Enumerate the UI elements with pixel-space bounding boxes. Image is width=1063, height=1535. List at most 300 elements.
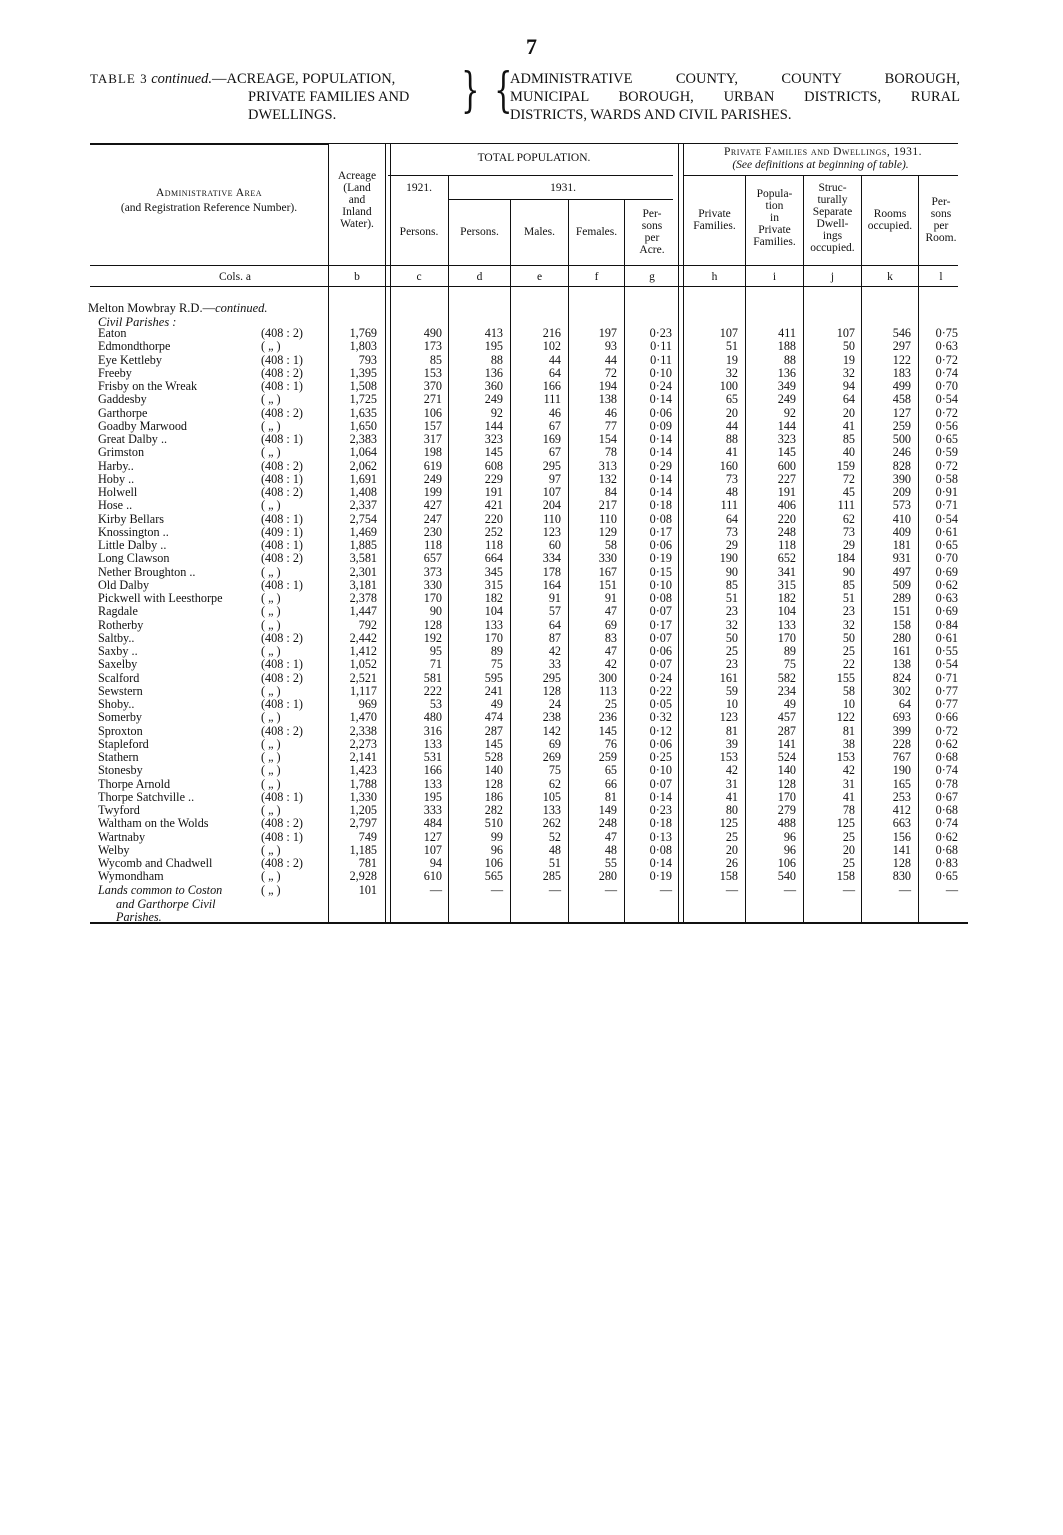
cell-k: 156 [892, 829, 911, 844]
reference-number: (409 : 1) [261, 524, 303, 539]
cell-j: 153 [836, 750, 855, 764]
cell-l: 0·72 [935, 352, 958, 367]
cell-l: 0·72 [935, 723, 958, 738]
cell-i: 75 [783, 657, 796, 672]
parish-name: Wartnaby [98, 829, 146, 844]
cell-h: 20 [725, 842, 738, 857]
cell-l: 0·65 [935, 432, 958, 446]
cell-l: 0·71 [935, 670, 958, 685]
cell-f: 66 [604, 776, 617, 791]
cell-j: 64 [842, 392, 855, 407]
cell-l: 0·72 [935, 458, 958, 473]
reference-number: (408 : 1) [261, 352, 303, 367]
cell-e: 238 [542, 710, 561, 725]
cell-g: 0·24 [649, 670, 672, 685]
cell-j: 90 [842, 564, 855, 579]
cell-h: 51 [725, 591, 738, 605]
table-row [0, 725, 1063, 738]
reference-number: ( „ ) [261, 498, 281, 513]
cell-d: 140 [484, 763, 503, 778]
cell-e: 262 [542, 816, 561, 831]
table-row [0, 672, 1063, 685]
cell-h: 190 [719, 551, 738, 566]
cell-c: 157 [423, 418, 442, 433]
cell-b: 2,797 [349, 816, 377, 831]
cell-d: 118 [485, 538, 503, 552]
cell-l: 0·67 [935, 789, 958, 804]
cell-k: 64 [898, 697, 911, 711]
table-row [0, 778, 1063, 791]
cell-i: 141 [777, 736, 796, 751]
cell-f: 93 [604, 339, 617, 354]
table-row [0, 884, 1063, 897]
cell-h: 80 [725, 803, 738, 817]
cell-e: 64 [548, 617, 561, 632]
cell-k: 412 [892, 803, 911, 817]
cell-b: 2,378 [349, 591, 377, 605]
cell-i: 488 [777, 816, 796, 831]
cell-g: 0·08 [649, 591, 672, 605]
cell-j: 20 [842, 405, 855, 420]
cell-j: 31 [842, 776, 855, 791]
cell-g: 0·23 [649, 803, 672, 817]
table-row [0, 645, 1063, 658]
cell-i: 170 [777, 630, 796, 645]
cell-e: 60 [548, 538, 561, 552]
cell-e: 48 [548, 842, 561, 857]
table-row [0, 751, 1063, 764]
cell-k: 409 [892, 524, 911, 539]
cell-i: 133 [777, 617, 796, 632]
cell-l: 0·61 [935, 630, 958, 645]
cell-d: 195 [484, 339, 503, 354]
cell-e: 33 [548, 657, 561, 672]
cell-l: 0·62 [935, 577, 958, 592]
cell-g: 0·14 [649, 471, 672, 486]
cell-c: 107 [423, 842, 442, 857]
parish-name: Stathern [98, 750, 139, 764]
parish-name: Hose .. [98, 498, 133, 513]
cell-j: 22 [842, 657, 855, 672]
cell-l: 0·54 [935, 657, 958, 672]
cell-c: 128 [423, 617, 442, 632]
cell-k: 500 [892, 432, 911, 446]
cell-l: — [945, 882, 958, 897]
cell-e: 107 [542, 485, 561, 499]
table-row [0, 473, 1063, 486]
cell-f: 194 [598, 379, 617, 393]
cell-d: 315 [484, 577, 503, 592]
table-row [0, 579, 1063, 592]
cell-d: 252 [484, 524, 503, 539]
parish-name: Goadby Marwood [98, 418, 188, 433]
table-row [0, 407, 1063, 420]
cell-c: 127 [423, 829, 442, 844]
cell-j: 41 [842, 789, 855, 804]
cell-h: 59 [725, 683, 738, 698]
header-area-sub: (and Registration Reference Number). [120, 202, 298, 214]
cell-d: 287 [484, 723, 503, 738]
cell-b: 2,337 [349, 498, 377, 513]
cell-c: 316 [423, 723, 442, 738]
cell-b: 1,423 [349, 763, 377, 778]
parish-name: Thorpe Satchville .. [98, 789, 195, 804]
page-number: 7 [526, 34, 537, 59]
cell-h: 111 [720, 498, 738, 513]
cell-k: 509 [892, 577, 911, 592]
table-row [0, 367, 1063, 380]
cell-g: 0·08 [649, 842, 672, 857]
cell-k: 127 [892, 405, 911, 420]
cell-c: — [429, 882, 442, 897]
cell-d: 282 [484, 803, 503, 817]
cell-e: 97 [548, 471, 561, 486]
header-rule-males [448, 199, 673, 200]
cell-i: 106 [777, 856, 796, 870]
cell-k: 399 [892, 723, 911, 738]
reference-number: ( „ ) [261, 617, 281, 632]
cell-f: 236 [598, 710, 617, 725]
cell-b: 781 [358, 856, 377, 870]
cell-d: 145 [484, 736, 503, 751]
reference-number: ( „ ) [261, 882, 281, 897]
cell-l: 0·83 [935, 856, 958, 870]
header-rule-1931 [388, 175, 673, 176]
cell-g: 0·22 [649, 683, 672, 698]
cell-f: 84 [604, 485, 617, 499]
cell-c: 490 [423, 326, 442, 340]
cell-e: 334 [542, 551, 561, 566]
reference-number: (408 : 2) [261, 458, 303, 473]
cell-k: 302 [892, 683, 911, 698]
cell-k: 931 [892, 551, 911, 566]
cell-b: 1,635 [349, 405, 377, 420]
cell-f: 55 [604, 856, 617, 870]
parish-name: Saxelby [98, 657, 138, 672]
cell-l: 0·74 [935, 763, 958, 778]
cell-h: 153 [719, 750, 738, 764]
cell-e: 52 [548, 829, 561, 844]
cell-h: 26 [725, 856, 738, 870]
cell-g: 0·15 [649, 564, 672, 579]
cell-k: 158 [892, 617, 911, 632]
reference-number: ( „ ) [261, 591, 281, 605]
cell-b: 3,181 [349, 577, 377, 592]
cell-i: 227 [777, 471, 796, 486]
parish-name: Thorpe Arnold [98, 776, 171, 791]
cell-e: 111 [543, 392, 561, 407]
cell-g: 0·11 [650, 352, 672, 367]
cell-b: 1,395 [349, 365, 377, 380]
cell-g: 0·24 [649, 379, 672, 393]
cell-j: 159 [836, 458, 855, 473]
parish-name: Old Dalby [98, 577, 150, 592]
cell-c: 95 [429, 644, 442, 658]
header-males: Males. [524, 226, 555, 238]
table-row [0, 460, 1063, 473]
header-pop-private: Popula- tion in Private Families. [753, 188, 796, 248]
cell-f: 81 [604, 789, 617, 804]
cell-h: 44 [725, 418, 738, 433]
cell-e: — [548, 882, 561, 897]
cell-e: 204 [542, 498, 561, 513]
cell-d: 191 [484, 485, 503, 499]
reference-number: ( „ ) [261, 763, 281, 778]
parish-name: Frisby on the Wreak [98, 379, 198, 393]
reference-number: ( „ ) [261, 339, 281, 354]
reference-number: ( „ ) [261, 644, 281, 658]
cell-i: 170 [777, 789, 796, 804]
cell-k: 190 [892, 763, 911, 778]
cell-g: 0·05 [649, 697, 672, 711]
cell-e: 133 [542, 803, 561, 817]
cell-g: 0·10 [649, 763, 672, 778]
cell-b: 1,412 [349, 644, 377, 658]
cell-g: 0·18 [649, 498, 672, 513]
cell-h: 41 [725, 445, 738, 460]
cell-i: 600 [777, 458, 796, 473]
cell-k: 122 [892, 352, 911, 367]
cell-f: 330 [598, 551, 617, 566]
cell-c: 133 [423, 776, 442, 791]
cell-b: 2,521 [349, 670, 377, 685]
table-row [0, 420, 1063, 433]
cell-c: 173 [423, 339, 442, 354]
cell-c: 330 [423, 577, 442, 592]
cell-g: 0·10 [649, 365, 672, 380]
reference-number: (408 : 1) [261, 697, 303, 711]
table-row [0, 393, 1063, 406]
cell-b: 1,185 [349, 842, 377, 857]
reference-number: (408 : 1) [261, 789, 303, 804]
cell-f: 129 [598, 524, 617, 539]
cell-k: 228 [892, 736, 911, 751]
cell-k: 297 [892, 339, 911, 354]
cell-e: 295 [542, 670, 561, 685]
cell-b: 1,788 [349, 776, 377, 791]
cell-h: 51 [725, 339, 738, 354]
cell-l: 0·69 [935, 564, 958, 579]
cell-g: 0·07 [649, 604, 672, 619]
cell-j: 25 [842, 829, 855, 844]
reference-number: ( „ ) [261, 710, 281, 725]
cols-rule [90, 286, 958, 287]
cell-k: 209 [892, 485, 911, 499]
parish-name: Little Dalby .. [98, 538, 167, 552]
reference-number: ( „ ) [261, 683, 281, 698]
cell-k: 183 [892, 365, 911, 380]
cell-l: 0·77 [935, 697, 958, 711]
parish-name: Harby.. [98, 458, 134, 473]
cell-c: 249 [423, 471, 442, 486]
reference-number: (408 : 2) [261, 630, 303, 645]
cell-d: 104 [484, 604, 503, 619]
reference-number: ( „ ) [261, 392, 281, 407]
table-row [0, 764, 1063, 777]
cell-e: 24 [548, 697, 561, 711]
col-letter-c: c [416, 271, 422, 283]
table-bottom-rule [90, 922, 968, 924]
parish-name: Edmondthorpe [98, 339, 171, 354]
cell-f: 313 [598, 458, 617, 473]
cell-h: 42 [725, 763, 738, 778]
cell-e: 123 [542, 524, 561, 539]
cell-b: 969 [358, 697, 377, 711]
cell-g: — [659, 882, 672, 897]
continued-label: continued. [151, 71, 213, 87]
cell-c: 317 [423, 432, 442, 446]
reference-number: ( „ ) [261, 842, 281, 857]
cell-d: 664 [484, 551, 503, 566]
cell-c: 170 [423, 591, 442, 605]
cell-f: 58 [604, 538, 617, 552]
parish-name: Stapleford [98, 736, 149, 751]
parish-name: Long Clawson [98, 551, 170, 566]
cell-h: 19 [725, 352, 738, 367]
cell-d: 88 [490, 352, 503, 367]
parish-name: Saxby .. [98, 644, 138, 658]
cell-e: 110 [543, 511, 561, 526]
cell-l: 0·70 [935, 379, 958, 393]
cell-b: 749 [358, 829, 377, 844]
parish-name: Saltby.. [98, 630, 135, 645]
table-label: TABLE 3 [90, 71, 148, 86]
cell-i: 49 [783, 697, 796, 711]
cell-l: 0·56 [935, 418, 958, 433]
reference-number: (408 : 2) [261, 856, 303, 870]
cell-e: 166 [542, 379, 561, 393]
cell-k: 181 [892, 538, 911, 552]
cell-k: 280 [892, 630, 911, 645]
cell-f: 300 [598, 670, 617, 685]
cell-l: 0·71 [935, 498, 958, 513]
cell-i: 128 [777, 776, 796, 791]
parish-name: Hoby .. [98, 471, 135, 486]
cell-i: 524 [777, 750, 796, 764]
cell-k: 138 [892, 657, 911, 672]
cell-c: 333 [423, 803, 442, 817]
cell-c: 610 [423, 869, 442, 884]
cell-e: 67 [548, 418, 561, 433]
cell-l: 0·74 [935, 365, 958, 380]
cell-i: 315 [777, 577, 796, 592]
parish-name: Eye Kettleby [98, 352, 162, 367]
cell-h: 32 [725, 365, 738, 380]
reference-number: (408 : 1) [261, 829, 303, 844]
cell-j: 10 [842, 697, 855, 711]
cell-e: 57 [548, 604, 561, 619]
cell-j: 58 [842, 683, 855, 698]
col-letter-f: f [594, 271, 599, 283]
cell-e: 164 [542, 577, 561, 592]
cell-g: 0·18 [649, 816, 672, 831]
col-letter-g: g [649, 271, 655, 283]
cell-g: 0·10 [649, 577, 672, 592]
cell-e: 285 [542, 869, 561, 884]
cell-d: 133 [484, 617, 503, 632]
cell-b: 1,650 [349, 418, 377, 433]
cell-d: 182 [484, 591, 503, 605]
cell-l: 0·69 [935, 604, 958, 619]
cell-d: 144 [484, 418, 503, 433]
cell-h: 158 [719, 869, 738, 884]
cell-k: 546 [892, 326, 911, 340]
cell-b: 1,469 [349, 524, 377, 539]
cell-k: 824 [892, 670, 911, 685]
cell-d: 229 [484, 471, 503, 486]
cell-i: 96 [783, 829, 796, 844]
parish-name: Great Dalby .. [98, 432, 168, 446]
cell-l: 0·66 [935, 710, 958, 725]
cell-e: 102 [542, 339, 561, 354]
cell-f: 248 [598, 816, 617, 831]
table-row [0, 738, 1063, 751]
cell-k: 499 [892, 379, 911, 393]
cell-i: 191 [777, 485, 796, 499]
cell-g: 0·14 [649, 392, 672, 407]
cell-j: 32 [842, 365, 855, 380]
cell-j: 122 [836, 710, 855, 725]
cell-l: 0·77 [935, 683, 958, 698]
cell-c: 53 [429, 697, 442, 711]
parish-name: Knossington .. [98, 524, 169, 539]
cell-h: 64 [725, 511, 738, 526]
cell-h: 160 [719, 458, 738, 473]
table-row [0, 632, 1063, 645]
cell-f: 69 [604, 617, 617, 632]
cell-d: 595 [484, 670, 503, 685]
reference-number: ( „ ) [261, 750, 281, 764]
col-letter-e: e [536, 271, 543, 283]
cell-k: 141 [892, 842, 911, 857]
col-letter-a: Cols. a [219, 271, 251, 283]
cell-i: 92 [783, 405, 796, 420]
cell-e: 128 [542, 683, 561, 698]
cell-f: 47 [604, 604, 617, 619]
cell-l: 0·55 [935, 644, 958, 658]
reference-number: (408 : 1) [261, 511, 303, 526]
col-letter-j: j [830, 271, 835, 283]
cell-g: 0·14 [649, 485, 672, 499]
cell-g: 0·29 [649, 458, 672, 473]
cell-d: 89 [490, 644, 503, 658]
cell-h: 90 [725, 564, 738, 579]
cell-c: 480 [423, 710, 442, 725]
cell-h: 25 [725, 644, 738, 658]
cell-k: 497 [892, 564, 911, 579]
cell-b: 3,581 [349, 551, 377, 566]
cell-g: 0·07 [649, 776, 672, 791]
cell-f: — [604, 882, 617, 897]
cell-l: 0·72 [935, 405, 958, 420]
cell-b: 1,408 [349, 485, 377, 499]
header-total-population: TOTAL POPULATION. [477, 152, 591, 164]
cell-i: 582 [777, 670, 796, 685]
header-dwellings: Struc- turally Separate Dwell- ings occupied. [810, 182, 855, 254]
cell-b: 1,508 [349, 379, 377, 393]
cell-b: 1,803 [349, 339, 377, 354]
parish-name: Wymondham [98, 869, 164, 884]
cell-l: 0·62 [935, 829, 958, 844]
cell-d: 220 [484, 511, 503, 526]
cell-f: 78 [604, 445, 617, 460]
cell-l: 0·84 [935, 617, 958, 632]
cell-i: 234 [777, 683, 796, 698]
cell-h: 125 [719, 816, 738, 831]
cell-c: 247 [423, 511, 442, 526]
table-row [0, 513, 1063, 526]
cell-j: 158 [836, 869, 855, 884]
